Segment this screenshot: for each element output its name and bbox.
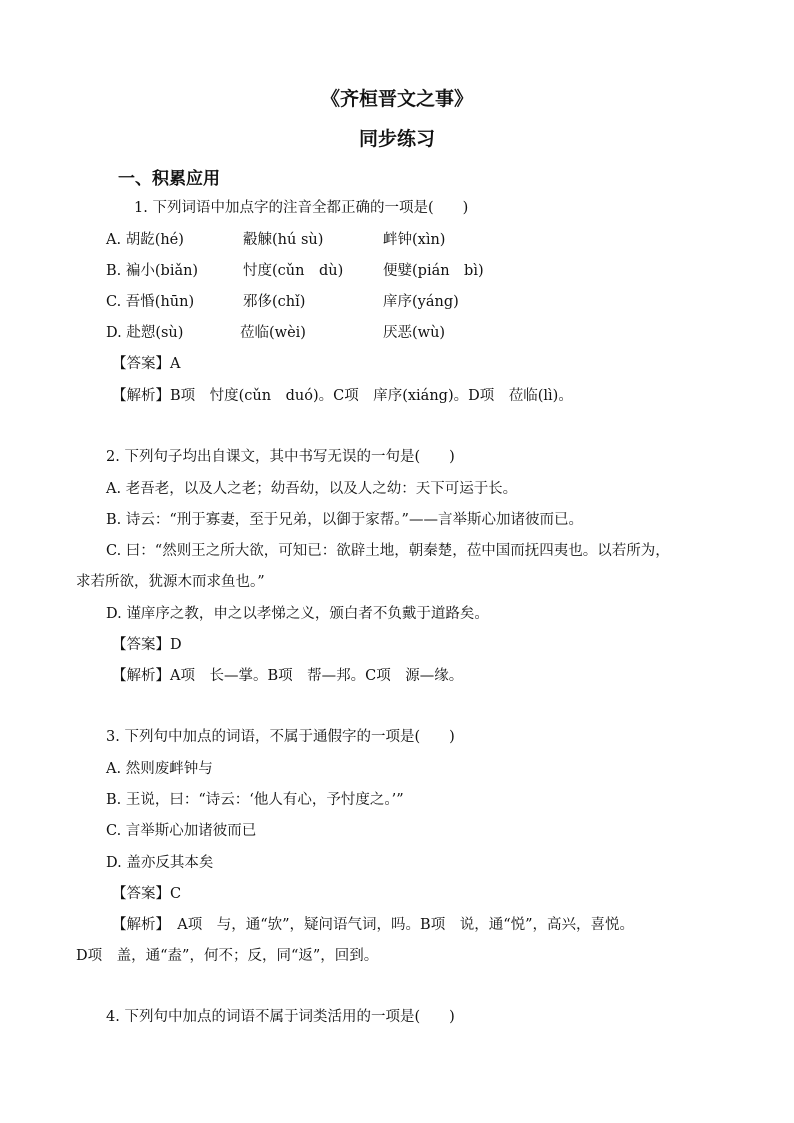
q3-analysis-line1: 【解析】 A项 与，通“欤”，疑问语气词，吗。B项 说，通“悦”，高兴，喜悦。 [112,917,635,933]
section-heading: 一、积累应用 [118,169,220,189]
q1-option-d-1: D. 赴愬(sù) [106,325,184,341]
q1-option-c-2: 邪侈(chǐ) [243,294,306,310]
document-title: 《齐桓晋文之事》 [320,88,473,110]
q2-answer: 【答案】D [112,637,182,653]
q1-option-b-1: B. 褊小(biǎn) [106,263,199,279]
q1-option-b-2: 忖度(cǔn dù) [243,263,344,279]
question-2-stem: 2. 下列句子均出自课文，其中书写无误的一句是( ) [106,449,455,465]
q1-answer: 【答案】A [112,356,181,372]
q2-option-c-line1: C. 曰：“然则王之所大欲，可知已：欲辟土地，朝秦楚，莅中国而抚四夷也。以若所为， [106,543,670,559]
document-subtitle: 同步练习 [358,128,435,150]
q1-option-c-1: C. 吾惛(hūn) [106,294,195,310]
q2-option-a: A. 老吾老，以及人之老；幼吾幼，以及人之幼：天下可运于长。 [106,481,518,497]
question-4-stem: 4. 下列句中加点的词语不属于词类活用的一项是( ) [106,1009,455,1025]
q3-option-b: B. 王说，曰：“诗云：‘他人有心，予忖度之。’” [106,792,404,808]
q1-option-a-3: 衅钟(xìn) [383,232,446,248]
q2-option-c-line2: 求若所欲，犹源木而求鱼也。” [76,574,265,590]
q2-option-b: B. 诗云：“刑于寡妻，至于兄弟，以御于家帮。”——言举斯心加诸彼而已。 [106,512,583,528]
q1-option-d-2: 莅临(wèi) [240,325,306,341]
q1-option-b-3: 便嬖(pián bì) [383,263,484,279]
q3-analysis-line2: D项 盖，通“盍”，何不；反，同“返”，回到。 [76,948,379,964]
q1-option-a-2: 觳觫(hú sù) [243,232,324,248]
q3-option-d: D. 盖亦反其本矣 [106,855,214,871]
q1-option-a-1: A. 胡龁(hé) [106,232,184,248]
q1-option-d-3: 厌恶(wù) [383,325,446,341]
q1-option-c-3: 庠序(yáng) [383,294,459,310]
q1-analysis: 【解析】B项 忖度(cǔn duó)。C项 庠序(xiáng)。D项 莅临(lì)。 [112,388,573,404]
q3-option-c: C. 言举斯心加诸彼而已 [106,823,257,839]
q3-answer: 【答案】C [112,886,182,902]
question-3-stem: 3. 下列句中加点的词语，不属于通假字的一项是( ) [106,729,455,745]
question-1-stem: 1. 下列词语中加点字的注音全都正确的一项是( ) [134,200,469,216]
q2-option-d: D. 谨庠序之教，申之以孝悌之义，颁白者不负戴于道路矣。 [106,606,489,622]
q2-analysis: 【解析】A项 长—掌。B项 帮—邦。C项 源—缘。 [112,668,464,684]
q3-option-a: A. 然则废衅钟与 [106,761,213,777]
